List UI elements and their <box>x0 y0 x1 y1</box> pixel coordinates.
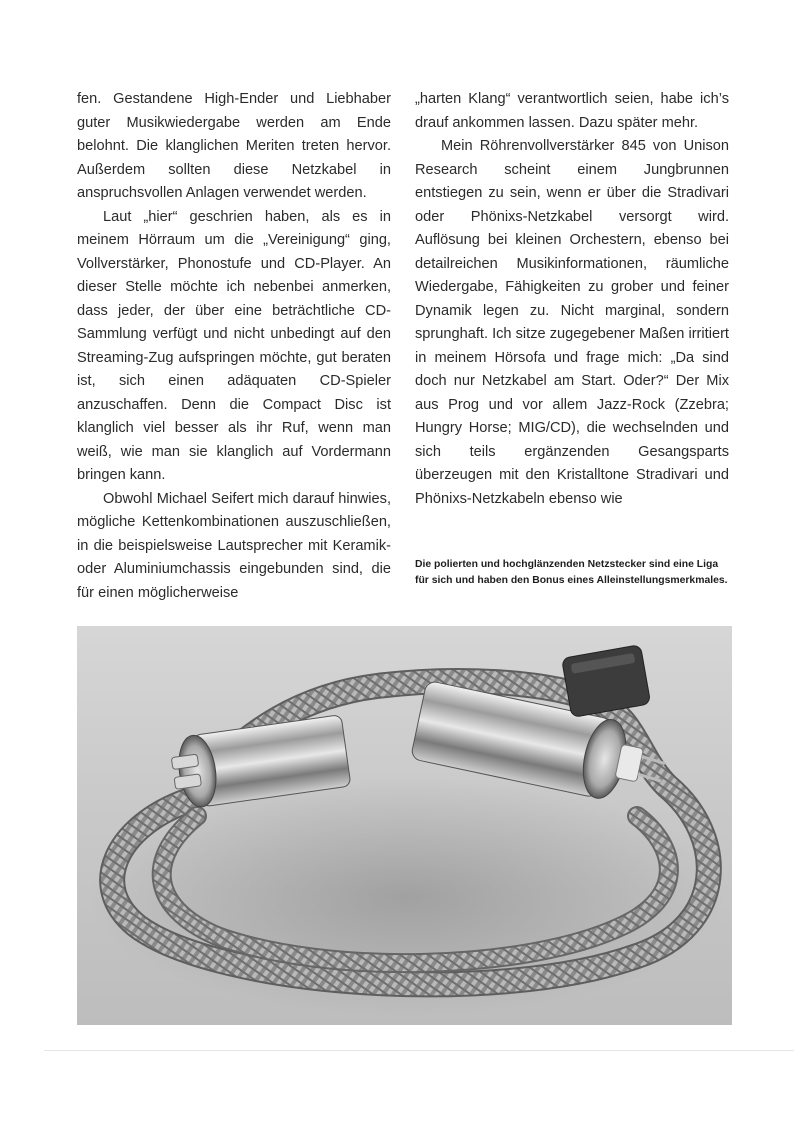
paragraph: Mein Röhrenvollverstärker 845 von Unison Research scheint einem Jungbrunnen entstiegen zu sein, wenn er über die Stradivari oder Phönixs-Netzkabel versorgt wird. Auflösung bei kleinen Orchestern, ebenso bei detailreichen Musikinformationen, räumliche Wiedergabe, Fähigkeiten zu grober und feiner Dynamik legen zu. Nicht marginal, sondern sprunghaft. Ich sitze zugegebener Maßen irritiert in meinem Hörsofa und frage mich: „Da sind doch nur Netzkabel am Start. Oder?“ Der Mix aus Prog und vor allem Jazz-Rock (Zzebra; Hungry Horse; MIG/CD), die wechselnden und sich teils ergänzenden Gesangsparts überzeugen mit den Kristalltone Stradivari und Phönixs-Netzkabeln ebenso wie <box>415 138 729 507</box>
paragraph: „harten Klang“ verantwortlich seien, habe ich’s drauf ankommen lassen. Dazu später mehr. <box>415 91 729 131</box>
paragraph: Laut „hier“ geschrien haben, als es in meinem Hörraum um die „Vereinigung“ ging, Vollverstärker, Phonostufe und CD-Player. An dieser Stelle möchte ich nebenbei anmerken, dass jeder, der über eine beträchtliche CD-Sammlung verfügt und nicht unbedingt auf den Streaming-Zug aufspringen möchte, gut beraten ist, sich einen adäquaten CD-Spieler anzuschaffen. Denn die Compact Disc ist klanglich viel besser als ihr Ruf, wenn man weiß, wie man sie klanglich auf Vordermann bringen kann. <box>77 208 391 483</box>
page-divider <box>44 1050 794 1051</box>
photo-caption: Die polierten und hochglänzenden Netzstecker sind eine Liga für sich und haben den Bonus eines Alleinstellungsmerkmales. <box>415 559 728 586</box>
power-cable-illustration <box>77 626 732 1025</box>
right-text-column <box>415 88 729 511</box>
paragraph: Obwohl Michael Seifert mich darauf hinwies, mögliche Kettenkombinationen auszuschließen, in die beispielsweise Lautsprecher mit Keramik- oder Aluminiumchassis eingebunden sind, die für einen möglicherweise <box>77 490 391 601</box>
left-text-column <box>77 88 391 605</box>
power-cable-photo <box>77 626 732 1025</box>
paragraph: fen. Gestandene High-Ender und Liebhaber guter Musikwiedergabe werden am Ende belohnt. Die klanglichen Meriten treten hervor. Außerdem sollten diese Netzkabel in anspruchsvollen Anlagen verwendet werden. <box>77 91 391 201</box>
